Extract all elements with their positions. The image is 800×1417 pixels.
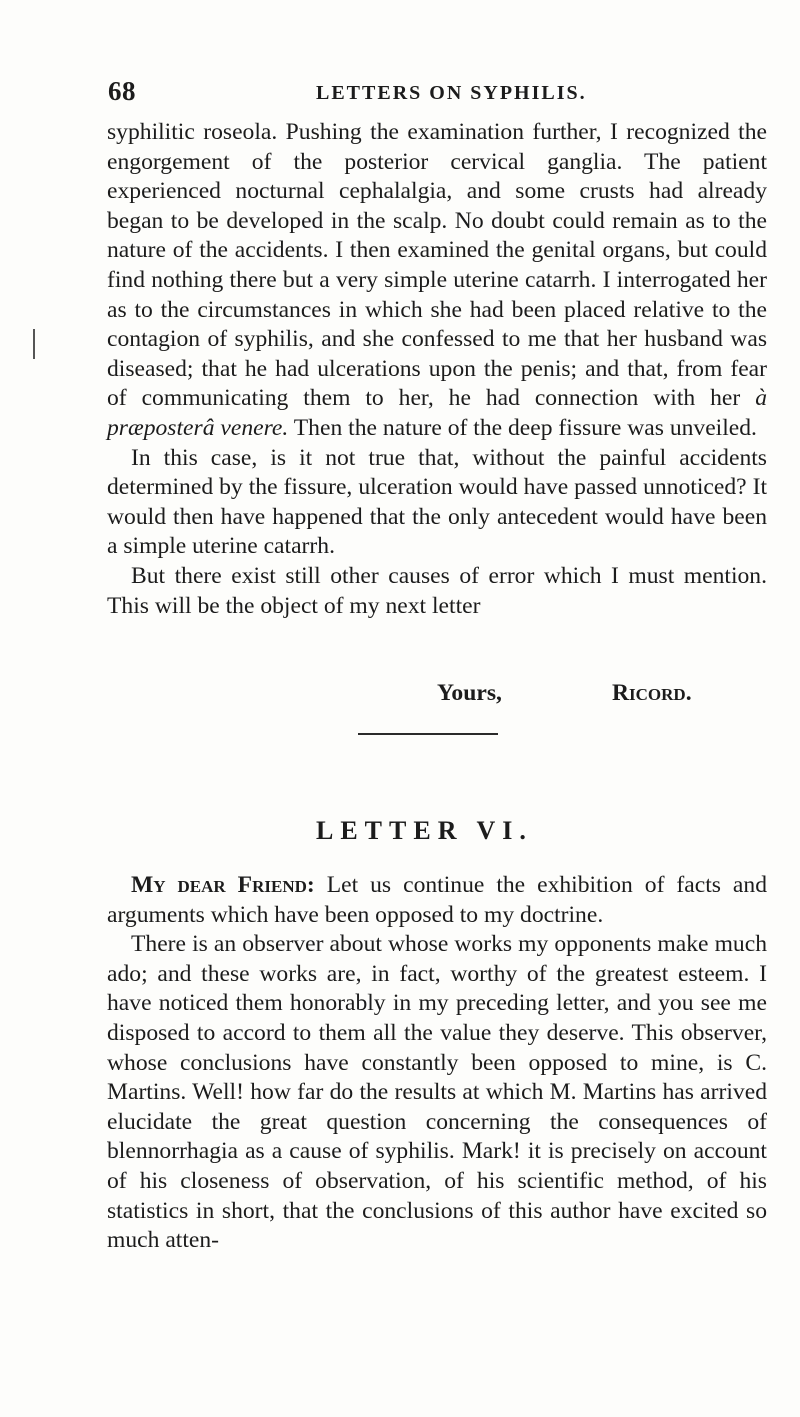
signoff: Yours, bbox=[437, 680, 502, 706]
letter-v-conclusion bbox=[107, 118, 767, 621]
margin-mark bbox=[33, 329, 35, 359]
paragraph bbox=[107, 871, 767, 930]
paragraph: But there exist still other causes of error which I must mention. This will be the object of my next letter bbox=[107, 562, 767, 619]
section-divider bbox=[358, 733, 498, 735]
page-number: 68 bbox=[108, 76, 136, 106]
letter-vi-body bbox=[107, 871, 767, 1256]
signature-name: Ricord. bbox=[612, 680, 692, 706]
chapter-heading: LETTER VI. bbox=[316, 816, 533, 845]
running-title: LETTERS ON SYPHILIS. bbox=[316, 82, 587, 104]
paragraph-text-continued: Then the nature of the deep fissure was unveiled. bbox=[288, 414, 757, 441]
salutation: My dear Friend: bbox=[131, 872, 315, 898]
page-header bbox=[108, 76, 758, 106]
paragraph: In this case, is it not true that, without the painful accidents determined by the fissure, ulceration would have passed unnoticed? It would then have happened that the only antecedent would have been a simple uterine catarrh. bbox=[107, 444, 767, 560]
paragraph: There is an observer about whose works my opponents make much ado; and these works are, in fact, worthy of the greatest esteem. I have noticed them honorably in my preceding letter, and you see me disposed to accord to them all the value they deserve. This observer, whose conclusions have constantly been opposed to mine, is C. Martins. Well! how far do the results at which M. Martins has arrived elucidate the great question concerning the consequences of blennorrhagia as a cause of syphilis. Mark! it is precisely on account of his closeness of observation, of his scientific method, of his statistics in short, that the conclusions of this author have excited so much atten- bbox=[107, 931, 767, 1254]
italic-phrase: à præposterâ venere. bbox=[107, 385, 767, 441]
paragraph-text: Let us continue the exhibition of facts and arguments which have been opposed to my doctrine. bbox=[107, 872, 767, 928]
paragraph-text: syphilitic roseola. Pushing the examination further, I recognized the engorgement of the posterior cervical ganglia. The patient experienced nocturnal cephalalgia, and some crusts had already began to be developed in the scalp. No doubt could remain as to the nature of the accidents. I then examined the genital organs, but could find nothing there but a very simple uterine catarrh. I interrogated her as to the circumstances in which she had been placed relative to the contagion of syphilis, and she confessed to me that her husband was diseased; that he had ulcerations upon the penis; and that, from fear of communicating them to her, he had connection with her bbox=[107, 119, 767, 412]
paragraph bbox=[107, 118, 767, 444]
